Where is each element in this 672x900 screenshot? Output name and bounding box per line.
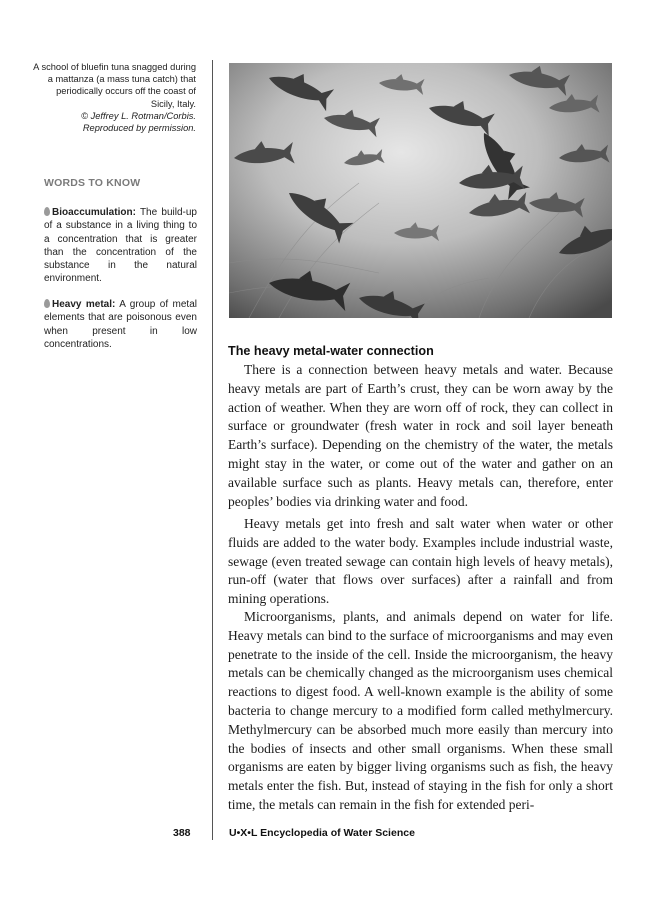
glossary-entry [44, 298, 197, 351]
glossary-term: Heavy metal: [52, 299, 116, 310]
glossary-term: Bioaccumulation: [52, 207, 136, 218]
section-heading: The heavy metal-water connection [228, 344, 434, 358]
water-drop-icon [44, 299, 50, 308]
glossary-definition: The build-up of a substance in a living thing to a concentration that is greater than the concentration of the substance in the natural environment. [44, 207, 197, 285]
glossary-entry [44, 206, 197, 286]
caption-credit-1: © Jeffrey L. Rotman/Corbis. [81, 110, 196, 121]
water-drop-icon [44, 207, 50, 216]
words-to-know-heading: WORDS TO KNOW [44, 177, 141, 189]
caption-credit-2: Reproduced by permission. [82, 123, 196, 134]
caption-text: A school of bluefin tuna snagged during a mattanza (a mass tuna catch) that periodically occurs off the coast of Sicily, Italy. [33, 62, 196, 109]
body-paragraph: There is a connection between heavy metals and water. Because heavy metals are part of Earth’s crust, they can be worn away by the action of weather. When they are worn off of rock, they can collect in surface or groundwater (fresh water in rock and soil layer beneath Earth’s surface). Depending on the chemistry of the water, the metals might stay in the water, or come out of the water and gather on an available surface such as plants. Heavy metals can, therefore, enter peoples’ bodies via drinking water and food. [228, 362, 613, 509]
glossary-definition: A group of metal elements that are poisonous even when present in low concentrations. [44, 299, 197, 350]
photo-caption [30, 61, 196, 134]
body-paragraph: Heavy metals get into fresh and salt water when water or other fluids are added to the water body. Examples include industrial waste, sewage (even treated sewage can contain high levels of heavy metals), run-off (water that flows over surfaces) after a rainfall and from mining operations. [228, 516, 613, 607]
column-divider [212, 60, 213, 840]
body-paragraph: Microorganisms, plants, and animals depend on water for life. Heavy metals can bind to the surface of microorganisms and may even penetrate to the inside of the cell. Inside the microorganism, the heavy metals can be chemically changed as the microorganism uses chemical reactions to digest food. A well-known example is the ability of some bacteria to change mercury to a modified form called methylmercury. Methylmercury can be absorbed much more easily than mercury into the bodies of insects and other small organisms. When these small organisms are eaten by bigger living organisms such as fish, the heavy metals enter the fish. But, instead of staying in the fish for only a short time, the metals can remain in the fish for extended peri- [228, 609, 613, 812]
page-number: 388 [173, 827, 191, 839]
tuna-school-photo [229, 63, 612, 318]
running-title: U•X•L Encyclopedia of Water Science [229, 827, 415, 839]
